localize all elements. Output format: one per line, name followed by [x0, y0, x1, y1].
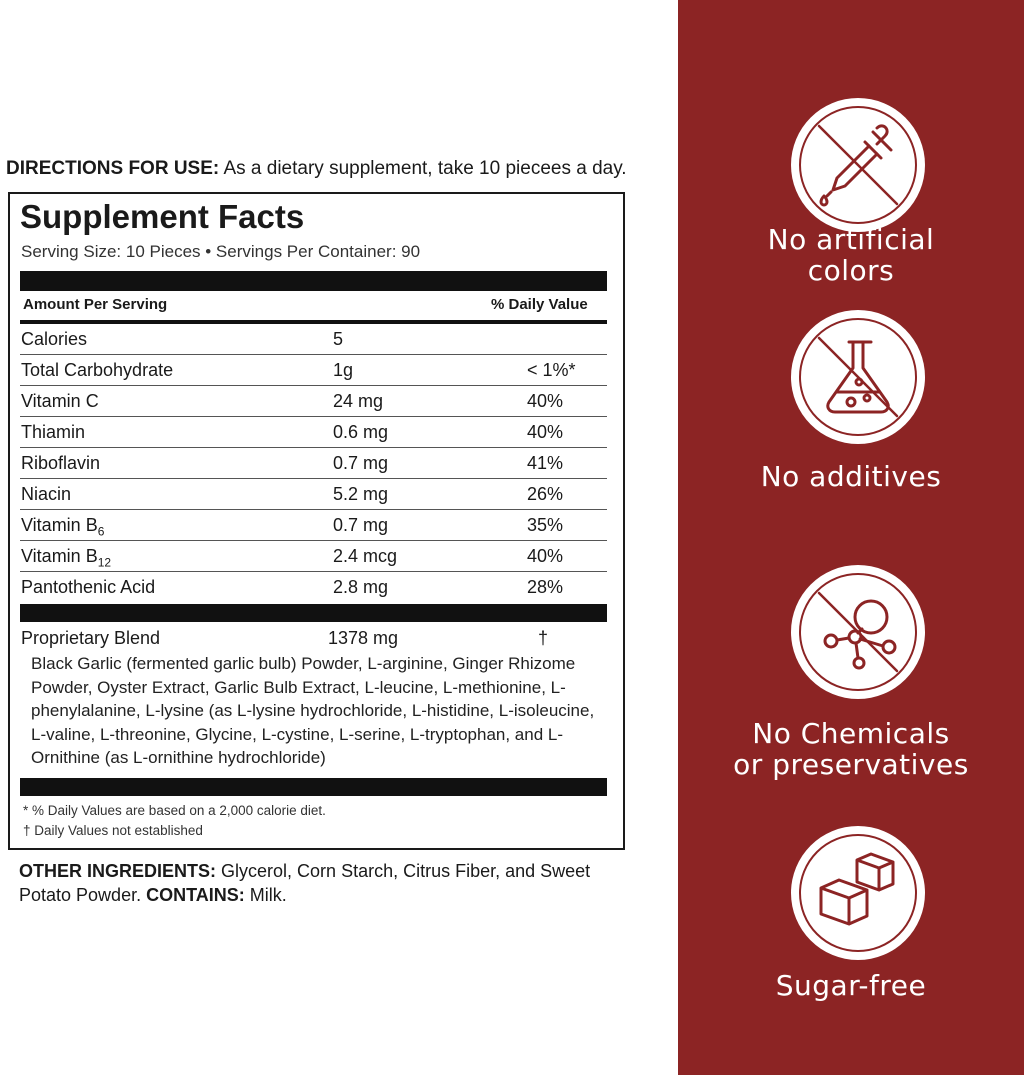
blend-name: Proprietary Blend	[21, 628, 161, 648]
blend-ingredients: Black Garlic (fermented garlic bulb) Powder, L-arginine, Ginger Rhizome Powder, Oyster Extract, Garlic Bulb Extract, L-leucine, L-methionine, L-phenylalanine, L-lysine (as L-lysine hydrochloride, L-histidine, L-isoleucine, L-valine, L-threonine, Glycine, L-cystine, L-serine, L-tryptophan, and L-Ornithine (as L-ornithine hydrochloride)	[31, 654, 595, 767]
supplement-facts-box	[8, 192, 625, 850]
nutrient-dv: 41%	[527, 453, 564, 473]
facts-title: Supplement Facts	[20, 198, 305, 235]
directions-label: DIRECTIONS FOR USE:	[6, 158, 220, 179]
other-ingredients	[19, 859, 619, 907]
vitamin-subscript: 6	[97, 524, 105, 539]
nutrient-amount: 0.7 mg	[333, 453, 389, 473]
divider-bar	[20, 778, 607, 796]
divider-bar	[20, 271, 607, 291]
nutrient-dv: 40%	[527, 546, 564, 566]
nutrient-name: Total Carbohydrate	[21, 360, 174, 380]
contains-text: Milk.	[249, 885, 287, 905]
claim-no-artificial-colors	[678, 224, 1024, 286]
nutrient-name: Pantothenic Acid	[21, 577, 156, 597]
nutrient-row	[20, 448, 607, 479]
claim-line: No additives	[760, 460, 942, 493]
nutrient-row	[20, 324, 607, 355]
nutrient-name: Vitamin C	[21, 391, 99, 411]
nutrient-name	[21, 546, 111, 570]
other-ingredients-label: OTHER INGREDIENTS:	[19, 861, 217, 881]
nutrient-row	[20, 355, 607, 386]
nutrient-amount: 2.4 mcg	[333, 546, 398, 566]
nutrient-amount: 5	[333, 329, 344, 349]
molecule-icon	[791, 565, 925, 699]
contains-label: CONTAINS:	[146, 885, 245, 905]
claim-line: colors	[807, 254, 895, 287]
nutrient-dv: 40%	[527, 422, 564, 442]
nutrient-row	[20, 510, 607, 541]
nutrient-name	[21, 515, 104, 539]
sugar-cube-icon	[791, 826, 925, 960]
nutrient-dv: 40%	[527, 391, 564, 411]
footnote-not-established: † Daily Values not established	[23, 823, 203, 838]
nutrient-amount: 24 mg	[333, 391, 384, 411]
claim-sugar-free	[678, 970, 1024, 1001]
nutrient-name: Calories	[21, 329, 88, 349]
footnote-daily-values: * % Daily Values are based on a 2,000 calorie diet.	[23, 803, 326, 818]
directions-for-use	[6, 158, 627, 180]
blend-dv: †	[538, 628, 549, 648]
divider-bar	[20, 604, 607, 622]
nutrient-name: Thiamin	[21, 422, 86, 442]
nutrient-dv: 28%	[527, 577, 564, 597]
claim-no-chemicals	[678, 718, 1024, 780]
vitamin-name: Vitamin B	[21, 546, 98, 566]
daily-value-header: % Daily Value	[491, 296, 588, 313]
other-ingredients-text: Glycerol, Corn Starch, Citrus Fiber, and Sweet Potato Powder.	[19, 861, 591, 905]
dropper-icon	[791, 98, 925, 232]
directions-text: As a dietary supplement, take 10 piecees a day.	[223, 158, 627, 179]
nutrient-row	[20, 417, 607, 448]
claims-panel	[678, 0, 1024, 1075]
nutrient-row	[20, 386, 607, 417]
nutrient-name: Niacin	[21, 484, 72, 504]
claim-no-additives	[678, 461, 1024, 492]
nutrient-amount: 0.7 mg	[333, 515, 389, 535]
nutrient-row	[20, 572, 607, 603]
claim-line: No Chemicals	[752, 717, 950, 750]
proprietary-blend-row	[21, 628, 608, 652]
claim-line: Sugar-free	[775, 969, 927, 1002]
blend-amount: 1378 mg	[328, 628, 399, 648]
nutrient-row	[20, 541, 607, 572]
vitamin-subscript: 12	[97, 555, 112, 570]
nutrient-name: Riboflavin	[21, 453, 101, 473]
nutrient-row	[20, 479, 607, 510]
flask-icon	[791, 310, 925, 444]
nutrient-dv: 35%	[527, 515, 564, 535]
nutrient-amount: 2.8 mg	[333, 577, 389, 597]
nutrient-amount: 5.2 mg	[333, 484, 389, 504]
nutrient-dv: < 1%*	[527, 360, 576, 380]
claim-line: No artificial	[767, 223, 935, 256]
nutrient-amount: 0.6 mg	[333, 422, 389, 442]
serving-info: Serving Size: 10 Pieces • Servings Per Container: 90	[21, 242, 421, 261]
nutrient-dv: 26%	[527, 484, 564, 504]
nutrient-amount: 1g	[333, 360, 354, 380]
vitamin-name: Vitamin B	[21, 515, 98, 535]
claim-line: or preservatives	[733, 748, 969, 781]
amount-per-serving-header: Amount Per Serving	[23, 296, 168, 313]
